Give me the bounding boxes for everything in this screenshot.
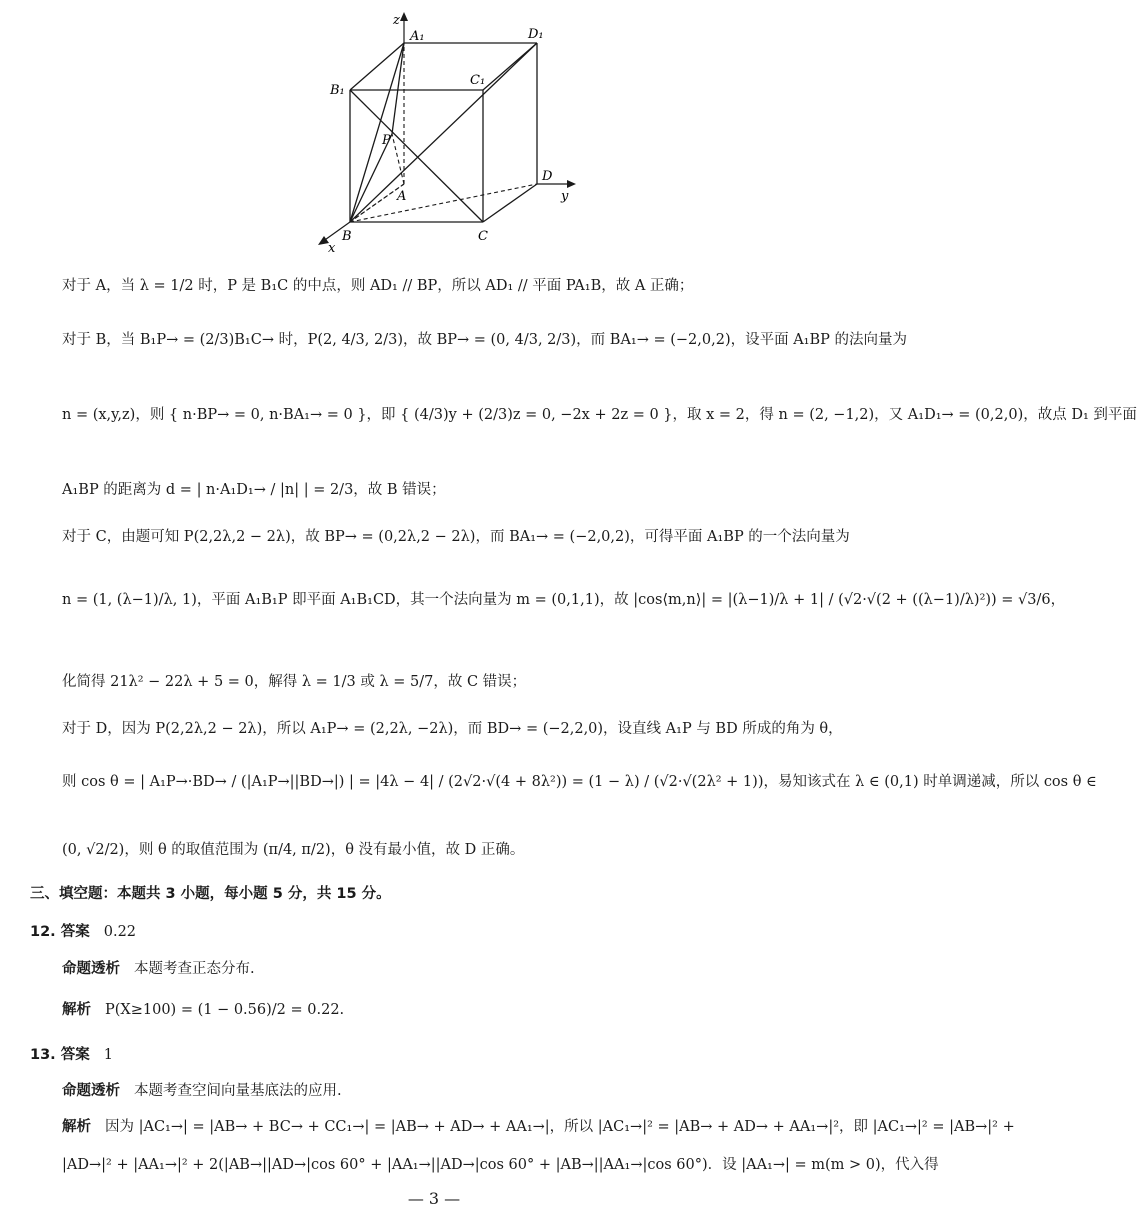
q12-answer-row bbox=[30, 922, 838, 942]
cube-figure bbox=[300, 10, 600, 255]
line-B-P-dash bbox=[350, 184, 407, 222]
q13-tip-row bbox=[62, 1081, 838, 1101]
edge-B1-A1 bbox=[350, 43, 404, 90]
q12-solution-label: 解析 bbox=[62, 1002, 91, 1018]
line-B-A1 bbox=[350, 43, 407, 222]
option-b-text-2: n = (x,y,z)，则 { n·BP→ = 0, n·BA₁→ = 0 }，即 { (4/3)y + (2/3)z = 0, −2x + 2z = 0 }，取 x = 2，得 n = (2, −1,2)，又 A₁D₁→ = (0,2,0)，故点 D₁ 到平面 bbox=[62, 407, 1137, 423]
q13-answer-row bbox=[30, 1045, 838, 1065]
label-z: z bbox=[393, 13, 400, 28]
section-3-heading: 三、填空题：本题共 3 小题，每小题 5 分，共 15 分。 bbox=[30, 886, 391, 902]
label-C: C bbox=[478, 229, 488, 244]
q12-solution-row bbox=[62, 1000, 838, 1020]
q12-tip-row bbox=[62, 959, 838, 979]
label-B: B bbox=[342, 229, 352, 244]
option-a-text: 对于 A，当 λ = 1/2 时，P 是 B₁C 的中点，则 AD₁ // BP，所以 AD₁ // 平面 PA₁B，故 A 正确； bbox=[62, 278, 694, 294]
option-b-text-3: A₁BP 的距离为 d = | n·A₁D₁→ / |n| | = 2/3，故 B 错误； bbox=[62, 482, 446, 498]
label-x: x bbox=[328, 241, 336, 256]
label-D1: D₁ bbox=[528, 27, 544, 42]
label-A1: A₁ bbox=[410, 29, 425, 44]
q13-tip: 本题考查空间向量基底法的应用. bbox=[134, 1083, 342, 1099]
label-P: P bbox=[382, 133, 391, 148]
label-y: y bbox=[561, 189, 569, 204]
q12-answer-label: 12. 答案 bbox=[30, 924, 90, 940]
q13-solution-1: 因为 |AC₁→| = |AB→ + BC→ + CC₁→| = |AB→ + AD→ + AA₁→|，所以 |AC₁→|² = |AB→ + AD→ + AA₁→|²，即 |AC₁→|² = |AB→|² + bbox=[105, 1119, 1015, 1135]
option-d-text-1: 对于 D，因为 P(2,2λ,2 − 2λ)，所以 A₁P→ = (2,2λ, −2λ)，而 BD→ = (−2,2,0)，设直线 A₁P 与 BD 所成的角为 θ， bbox=[62, 721, 843, 737]
q13-tip-label: 命题透析 bbox=[62, 1083, 120, 1099]
y-axis-arrow bbox=[567, 180, 576, 188]
option-c-text-1: 对于 C，由题可知 P(2,2λ,2 − 2λ)，故 BP→ = (0,2λ,2 − 2λ)，而 BA₁→ = (−2,0,2)，可得平面 A₁BP 的一个法向量为 bbox=[62, 529, 850, 545]
q12-tip: 本题考查正态分布. bbox=[134, 961, 255, 977]
label-A: A bbox=[397, 189, 407, 204]
q13-answer-label: 13. 答案 bbox=[30, 1047, 90, 1063]
q13-solution-row-1 bbox=[62, 1117, 1015, 1137]
q12-tip-label: 命题透析 bbox=[62, 961, 120, 977]
option-c-text-3: 化简得 21λ² − 22λ + 5 = 0，解得 λ = 1/3 或 λ = 5/7，故 C 错误； bbox=[62, 674, 527, 690]
option-d-text-2: 则 cos θ = | A₁P→·BD→ / (|A₁P→||BD→|) | = |4λ − 4| / (2√2·√(4 + 8λ²)) = (1 − λ) / (√2·√(2λ² + 1))，易知该式在 λ ∈ (0,1) 时单调递减，所以 cos θ ∈ bbox=[62, 774, 1097, 790]
q13-answer: 1 bbox=[103, 1047, 113, 1063]
page-number: — 3 — bbox=[407, 1189, 461, 1208]
q12-answer: 0.22 bbox=[103, 924, 137, 940]
label-C1: C₁ bbox=[470, 73, 486, 88]
label-D: D bbox=[542, 169, 553, 184]
option-b-text-1: 对于 B，当 B₁P→ = (2/3)B₁C→ 时，P(2, 4/3, 2/3)，故 BP→ = (0, 4/3, 2/3)，而 BA₁→ = (−2,0,2)，设平面 A₁BP 的法向量为 bbox=[62, 332, 908, 348]
line-B-D1 bbox=[350, 43, 537, 222]
option-c-text-2: n = (1, (λ−1)/λ, 1)，平面 A₁B₁P 即平面 A₁B₁CD，其一个法向量为 m = (0,1,1)，故 |cos⟨m,n⟩| = |(λ−1)/λ + 1| / (√2·√(2 + ((λ−1)/λ)²)) = √3/6， bbox=[62, 592, 1066, 608]
z-axis-arrow bbox=[400, 12, 408, 21]
option-d-text-3: (0, √2/2)，则 θ 的取值范围为 (π/4, π/2)，θ 没有最小值，故 D 正确。 bbox=[62, 842, 525, 858]
q12-solution: P(X≥100) = (1 − 0.56)/2 = 0.22. bbox=[105, 1002, 345, 1018]
q13-solution-label: 解析 bbox=[62, 1119, 91, 1135]
label-B1: B₁ bbox=[330, 83, 345, 98]
line-A1-P bbox=[392, 43, 404, 134]
q13-solution-row-2: |AD→|² + |AA₁→|² + 2(|AB→||AD→|cos 60° + |AA₁→||AD→|cos 60° + |AB→||AA₁→|cos 60°)．设 |AA₁→| = m(m > 0)，代入得 bbox=[62, 1157, 939, 1173]
